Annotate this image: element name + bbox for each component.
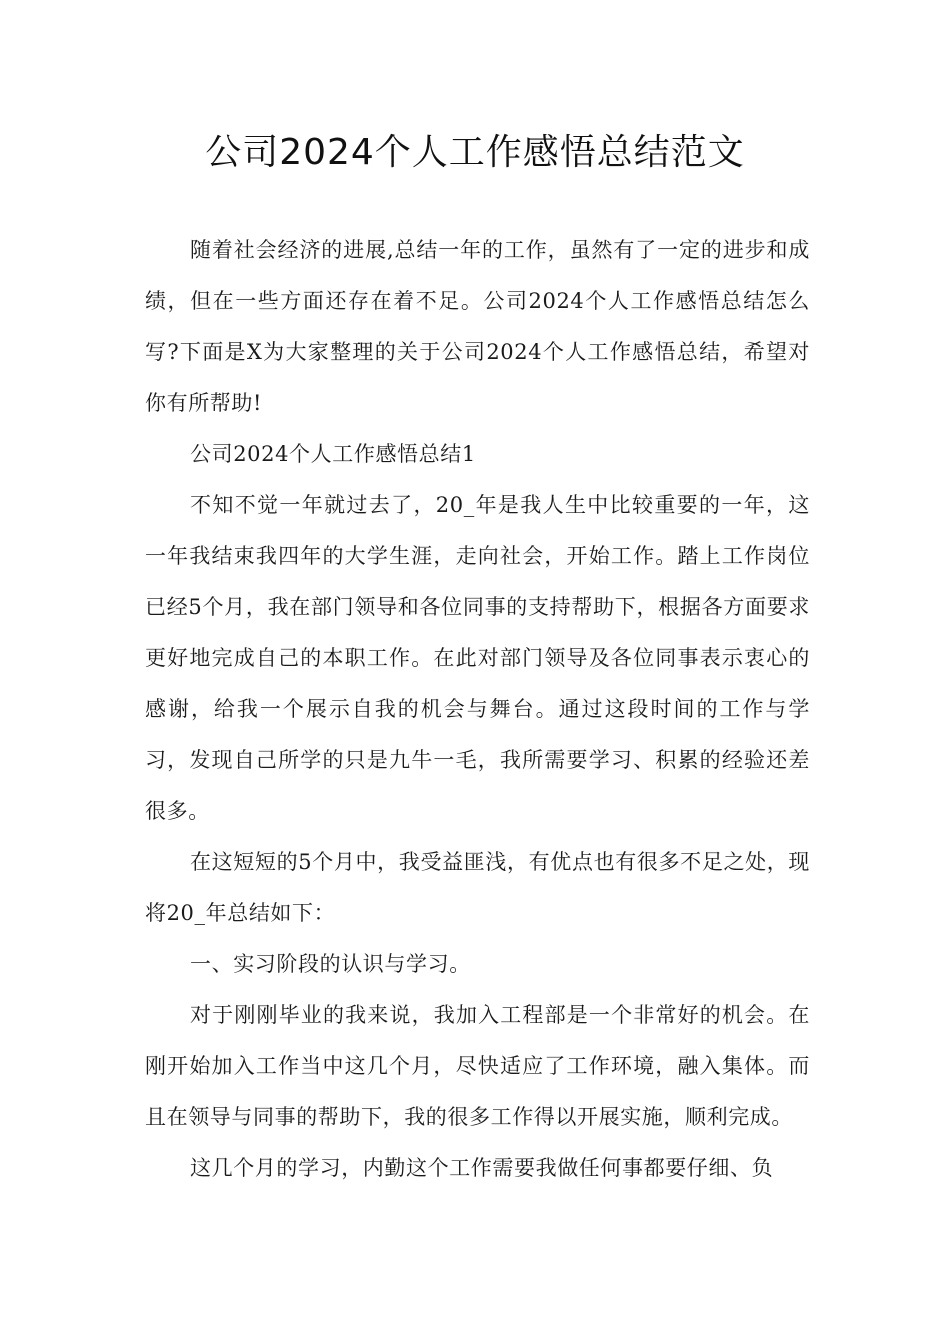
body-paragraph: 不知不觉一年就过去了，20_年是我人生中比较重要的一年，这一年我结束我四年的大学生涯，走向社会，开始工作。踏上工作岗位已经5个月，我在部门领导和各位同事的支持帮助下，根据各方面要求更好地完成自己的本职工作。在此对部门领导及各位同事表示衷心的感谢，给我一个展示自我的机会与舞台。通过这段时间的工作与学习，发现自己所学的只是九牛一毛，我所需要学习、积累的经验还差很多。	[145, 493, 810, 823]
document-body	[145, 225, 810, 1194]
section-heading: 公司2024个人工作感悟总结1	[190, 442, 476, 466]
body-paragraph: 在这短短的5个月中，我受益匪浅，有优点也有很多不足之处，现将20_年总结如下：	[145, 850, 810, 925]
subsection-heading: 一、实习阶段的认识与学习。	[190, 952, 471, 976]
intro-paragraph: 随着社会经济的进展,总结一年的工作，虽然有了一定的进步和成绩，但在一些方面还存在着不足。公司2024个人工作感悟总结怎么写?下面是X为大家整理的关于公司2024个人工作感悟总结，希望对你有所帮助!	[145, 238, 810, 415]
body-paragraph: 对于刚刚毕业的我来说，我加入工程部是一个非常好的机会。在刚开始加入工作当中这几个月，尽快适应了工作环境，融入集体。而且在领导与同事的帮助下，我的很多工作得以开展实施，顺利完成。	[145, 1003, 810, 1129]
document-title: 公司2024个人工作感悟总结范文	[205, 132, 745, 173]
body-paragraph: 这几个月的学习，内勤这个工作需要我做任何事都要仔细、负	[190, 1156, 774, 1180]
